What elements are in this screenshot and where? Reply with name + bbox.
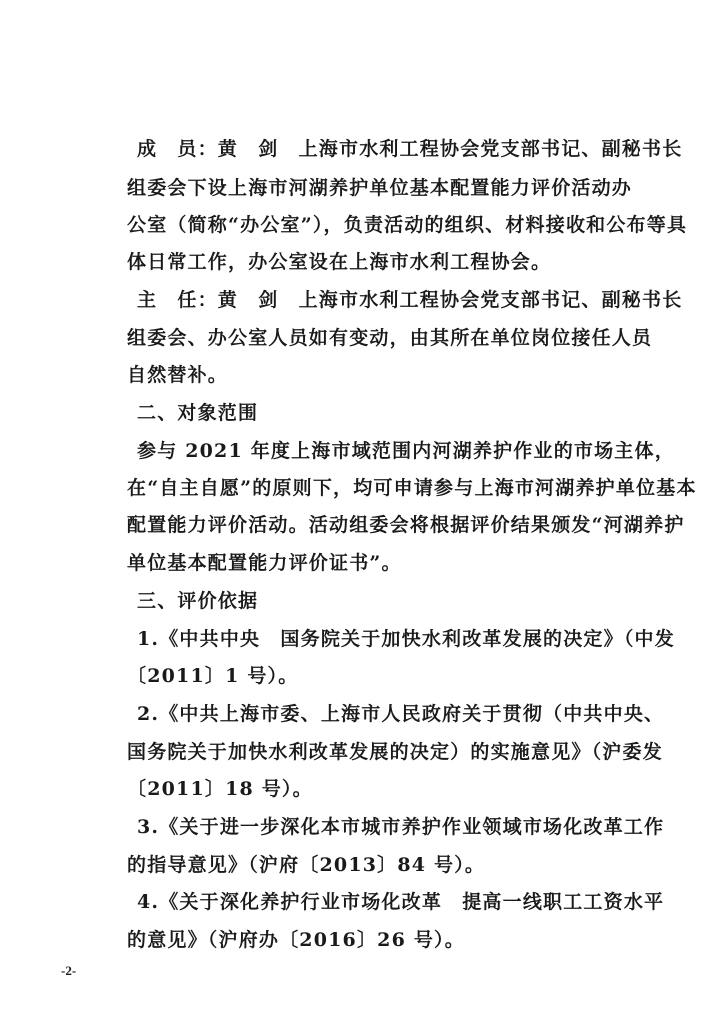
reference-item: 2.《中共上海市委、上海市人民政府关于贯彻（中共中央、 (137, 703, 665, 725)
reference-item: 的指导意见》（沪府〔2013〕84 号）。 (127, 854, 486, 876)
body-line: 体日常工作，办公室设在上海市水利工程协会。 (127, 251, 552, 273)
reference-item: 4.《关于深化养护行业市场化改革 提高一线职工工资水平 (137, 891, 665, 913)
body-line: 在“自主自愿”的原则下，均可申请参与上海市河湖养护单位基本 (127, 477, 697, 499)
reference-item: 国务院关于加快水利改革发展的决定）的实施意见》（沪委发 (127, 741, 663, 763)
body-line: 参与 2021 年度上海市域范围内河湖养护作业的市场主体， (137, 440, 675, 462)
body-line: 组委会下设上海市河湖养护单位基本配置能力评价活动办 (127, 177, 633, 199)
section-heading: 三、评价依据 (137, 590, 259, 612)
body-line: 组委会、办公室人员如有变动，由其所在单位岗位接任人员 (127, 327, 653, 349)
reference-item: 〔2011〕18 号）。 (127, 778, 313, 800)
reference-item: 3.《关于进一步深化本市城市养护作业领域市场化改革工作 (137, 816, 665, 838)
body-line: 单位基本配置能力评价证书”。 (127, 552, 402, 574)
reference-item: 〔2011〕1 号）。 (127, 665, 299, 687)
member-line: 成 员：黄 剑 上海市水利工程协会党支部书记、副秘书长 (137, 138, 683, 160)
director-line: 主 任：黄 剑 上海市水利工程协会党支部书记、副秘书长 (137, 289, 683, 311)
reference-item: 1.《中共中央 国务院关于加快水利改革发展的决定》（中发 (137, 628, 675, 650)
reference-item: 的意见》（沪府办〔2016〕26 号）。 (127, 929, 465, 951)
body-line: 配置能力评价活动。活动组委会将根据评价结果颁发“河湖养护 (127, 514, 685, 536)
section-heading: 二、对象范围 (137, 402, 259, 424)
page-number: -2- (61, 963, 77, 978)
body-line: 公室（简称“办公室”），负责活动的组织、材料接收和公布等具 (127, 214, 688, 236)
body-line: 自然替补。 (127, 364, 229, 386)
